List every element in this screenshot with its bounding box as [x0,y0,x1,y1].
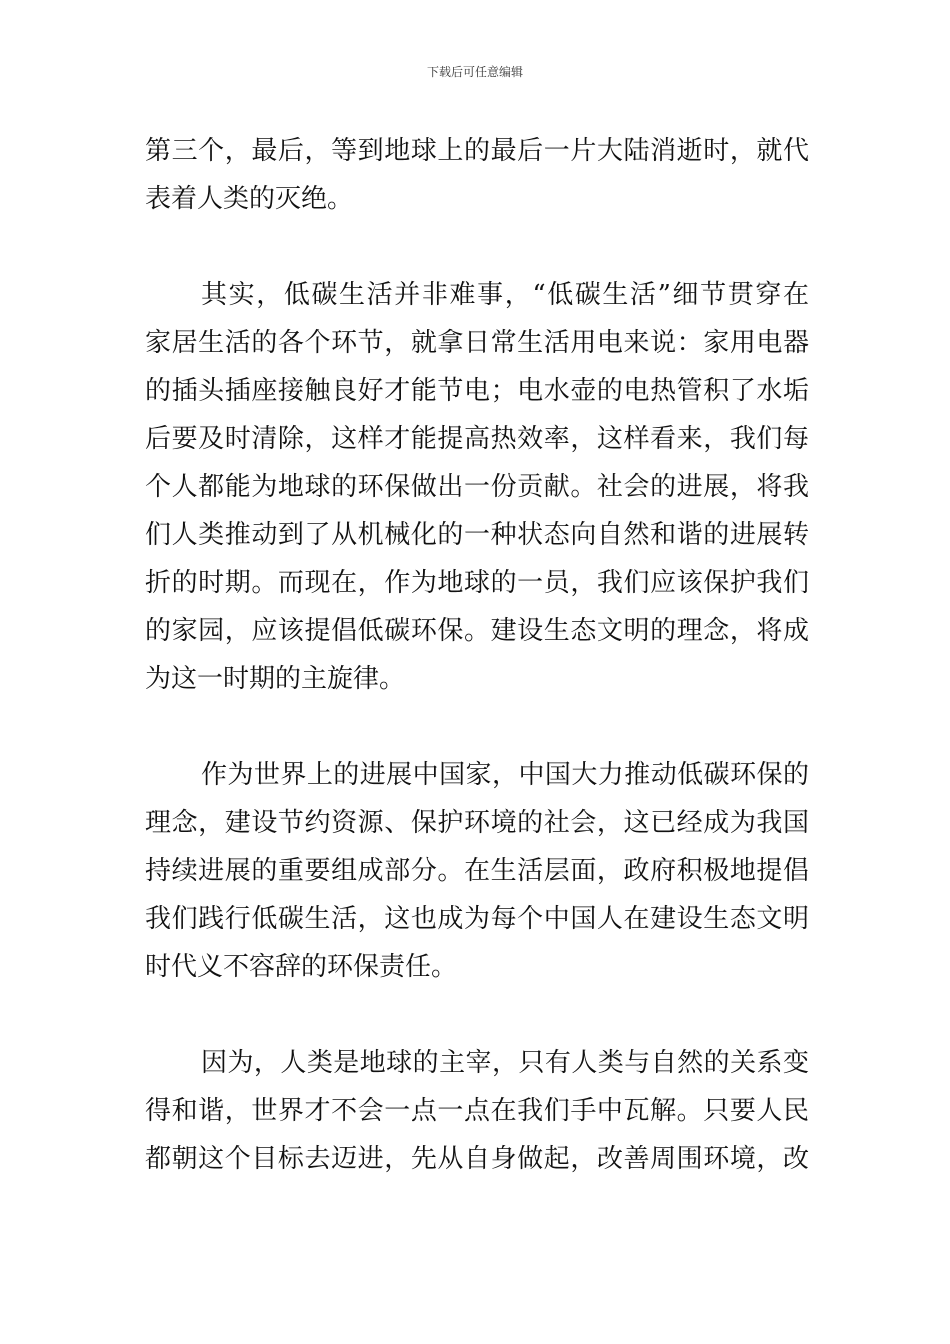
paragraph-line: 表着人类的灭绝。 [145,184,354,214]
paragraph-line: 家居生活的各个环节，就拿日常生活用电来说：家用电器 [145,328,809,358]
paragraph-line: 作为世界上的进展中国家，中国大力推动低碳环保的 [201,760,809,790]
paragraph-line: 折的时期。而现在，作为地球的一员，我们应该保护我们 [145,568,809,598]
paragraph-1 [145,127,809,223]
paragraph-line: 因为，人类是地球的主宰，只有人类与自然的关系变 [201,1048,809,1078]
page-header: 下载后可任意编辑 [426,65,523,79]
paragraph-line: 其实，低碳生活并非难事，“低碳生活”细节贯穿在 [201,280,809,310]
paragraph-line: 持续进展的重要组成部分。在生活层面，政府积极地提倡 [145,856,809,886]
paragraph-line: 的家园，应该提倡低碳环保。建设生态文明的理念，将成 [145,616,809,646]
paragraph-line: 的插头插座接触良好才能节电；电水壶的电热管积了水垢 [145,376,809,406]
paragraph-line: 后要及时清除，这样才能提高热效率，这样看来，我们每 [145,424,809,454]
paragraph-line: 第三个，最后，等到地球上的最后一片大陆消逝时，就代 [145,136,809,166]
paragraph-line: 时代义不容辞的环保责任。 [145,952,458,982]
paragraph-2 [145,271,809,703]
paragraph-3 [145,751,809,991]
document-body [145,127,809,1183]
paragraph-line: 得和谐，世界才不会一点一点在我们手中瓦解。只要人民 [145,1096,809,1126]
paragraph-line: 都朝这个目标去迈进，先从自身做起，改善周围环境，改 [145,1144,809,1174]
paragraph-line: 我们践行低碳生活，这也成为每个中国人在建设生态文明 [145,904,809,934]
paragraph-line: 理念，建设节约资源、保护环境的社会，这已经成为我国 [145,808,809,838]
paragraph-line: 为这一时期的主旋律。 [145,664,406,694]
paragraph-line: 们人类推动到了从机械化的一种状态向自然和谐的进展转 [145,520,809,550]
paragraph-line: 个人都能为地球的环保做出一份贡献。社会的进展，将我 [145,472,809,502]
paragraph-4 [145,1039,809,1183]
